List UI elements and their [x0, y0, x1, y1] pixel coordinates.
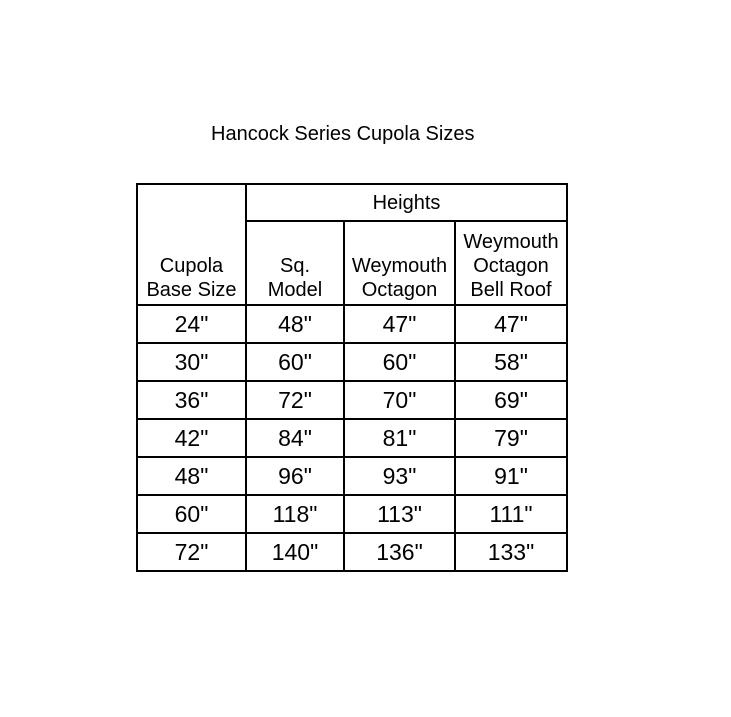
- table-cell: 24": [137, 305, 246, 343]
- column-header-line: Cupola: [159, 255, 224, 277]
- table-cell: 113": [344, 495, 455, 533]
- group-header-heights: Heights: [246, 184, 567, 221]
- table-cell: 91": [455, 457, 567, 495]
- table-row: [137, 495, 567, 533]
- column-header-line: Base Size: [146, 279, 237, 301]
- table-cell: 30": [137, 343, 246, 381]
- table-cell: 42": [137, 419, 246, 457]
- table-cell: 84": [246, 419, 344, 457]
- table-cell: 69": [455, 381, 567, 419]
- column-header-weymouth-bell-roof: [455, 221, 567, 305]
- table-cell: 136": [344, 533, 455, 571]
- table-row: [137, 343, 567, 381]
- table-cell: 72": [246, 381, 344, 419]
- table-cell: 60": [137, 495, 246, 533]
- table-cell: 111": [455, 495, 567, 533]
- table-row: [137, 305, 567, 343]
- column-header-line: Weymouth: [463, 231, 559, 253]
- table-cell: 36": [137, 381, 246, 419]
- column-header-base-size: [137, 184, 246, 305]
- table-cell: 47": [344, 305, 455, 343]
- group-header-row: [137, 184, 567, 221]
- table-cell: 48": [137, 457, 246, 495]
- table-cell: 118": [246, 495, 344, 533]
- column-header-line: Octagon: [473, 255, 549, 277]
- column-header-weymouth-octagon: [344, 221, 455, 305]
- table-cell: 93": [344, 457, 455, 495]
- table-cell: 47": [455, 305, 567, 343]
- table-row: [137, 419, 567, 457]
- table-cell: 70": [344, 381, 455, 419]
- table-cell: 60": [246, 343, 344, 381]
- table-cell: 48": [246, 305, 344, 343]
- table-title: Hancock Series Cupola Sizes: [211, 123, 475, 145]
- table-cell: 72": [137, 533, 246, 571]
- column-header-line: Octagon: [361, 279, 438, 301]
- table-cell: 60": [344, 343, 455, 381]
- column-header-line: Sq.: [279, 255, 311, 277]
- table-row: [137, 381, 567, 419]
- table-row: [137, 457, 567, 495]
- cupola-sizes-table: [136, 183, 568, 572]
- table-cell: 58": [455, 343, 567, 381]
- column-header-line: Weymouth: [351, 255, 448, 277]
- table-cell: 96": [246, 457, 344, 495]
- table-cell: 79": [455, 419, 567, 457]
- column-header-line: Model: [267, 279, 323, 301]
- column-header-line: Bell Roof: [470, 279, 552, 301]
- table-cell: 81": [344, 419, 455, 457]
- table-row: [137, 533, 567, 571]
- column-header-sq-model: [246, 221, 344, 305]
- table-cell: 133": [455, 533, 567, 571]
- table-cell: 140": [246, 533, 344, 571]
